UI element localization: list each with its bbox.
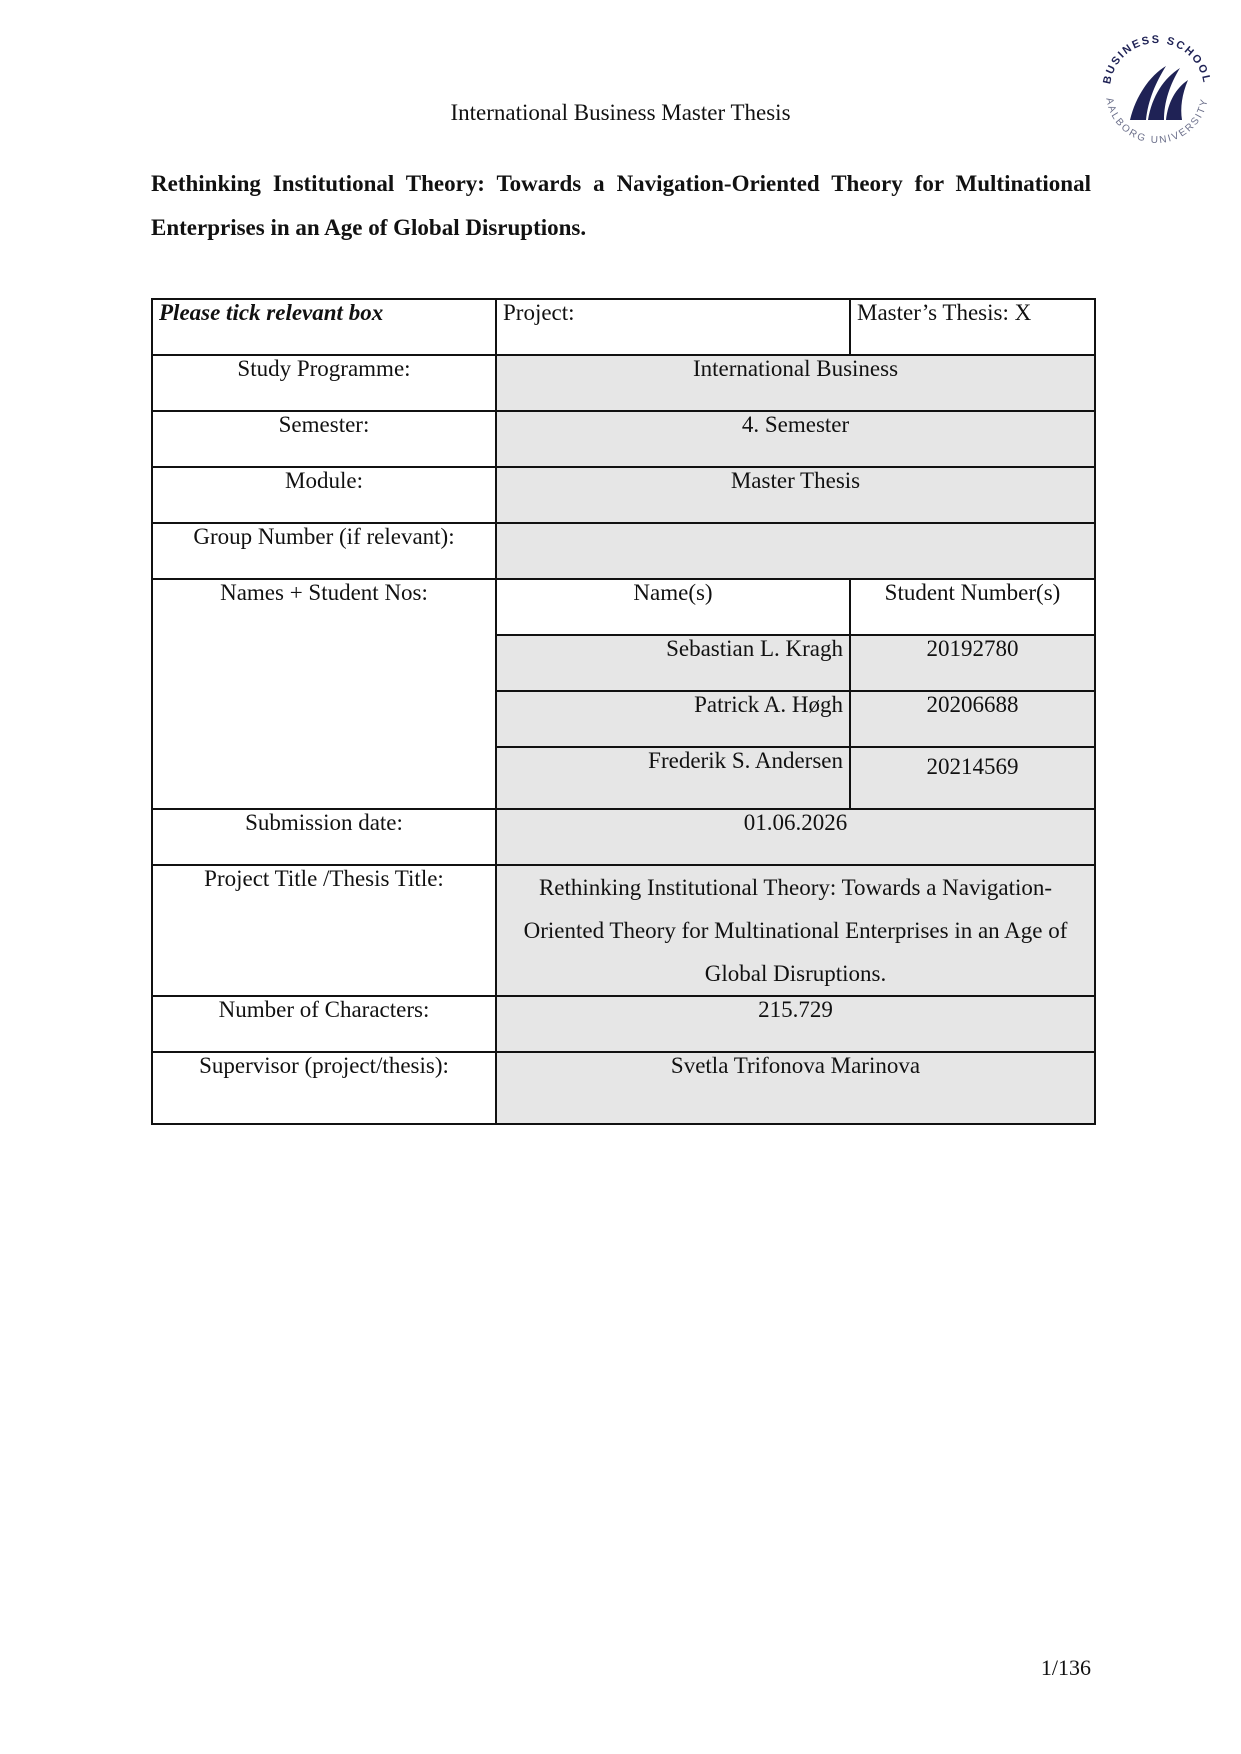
thesis-title-label: Project Title /Thesis Title: — [152, 865, 496, 996]
names-column-header: Name(s) — [496, 579, 850, 635]
thesis-form-table — [151, 298, 1096, 1125]
study-programme-value: International Business — [496, 355, 1095, 411]
student-number: 20214569 — [850, 747, 1095, 809]
names-student-nos-label: Names + Student Nos: — [152, 579, 496, 809]
semester-label: Semester: — [152, 411, 496, 467]
supervisor-label: Supervisor (project/thesis): — [152, 1052, 496, 1124]
student-name: Frederik S. Andersen — [496, 747, 850, 809]
student-number: 20206688 — [850, 691, 1095, 747]
masters-thesis-option[interactable]: Master’s Thesis: X — [850, 299, 1095, 355]
supervisor-value: Svetla Trifonova Marinova — [496, 1052, 1095, 1124]
svg-text:AALBORG UNIVERSITY: AALBORG UNIVERSITY — [1103, 96, 1211, 147]
student-name: Patrick A. Høgh — [496, 691, 850, 747]
student-number: 20192780 — [850, 635, 1095, 691]
thesis-title-value: Rethinking Institutional Theory: Towards a Navigation-Oriented Theory for Multinational Enterprises in an Age of Global Disruptions. — [496, 865, 1095, 996]
submission-date-label: Submission date: — [152, 809, 496, 865]
group-number-value — [496, 523, 1095, 579]
module-value: Master Thesis — [496, 467, 1095, 523]
study-programme-label: Study Programme: — [152, 355, 496, 411]
submission-date-value: 01.06.2026 — [496, 809, 1095, 865]
student-name: Sebastian L. Kragh — [496, 635, 850, 691]
running-header: International Business Master Thesis — [450, 100, 791, 125]
number-of-characters-label: Number of Characters: — [152, 996, 496, 1052]
semester-value: 4. Semester — [496, 411, 1095, 467]
thesis-heading: Rethinking Institutional Theory: Towards a Navigation-Oriented Theory for Multinational Enterprises in an Age of Global Disruptions. — [151, 171, 1091, 240]
project-option[interactable]: Project: — [496, 299, 850, 355]
tick-relevant-box-label: Please tick relevant box — [152, 299, 496, 355]
group-number-label: Group Number (if relevant): — [152, 523, 496, 579]
svg-text:BUSINESS SCHOOL: BUSINESS SCHOOL — [1101, 33, 1213, 86]
page-number: 1/136 — [1040, 1655, 1091, 1680]
aalborg-university-logo — [1092, 22, 1222, 152]
student-numbers-column-header: Student Number(s) — [850, 579, 1095, 635]
number-of-characters-value: 215.729 — [496, 996, 1095, 1052]
module-label: Module: — [152, 467, 496, 523]
